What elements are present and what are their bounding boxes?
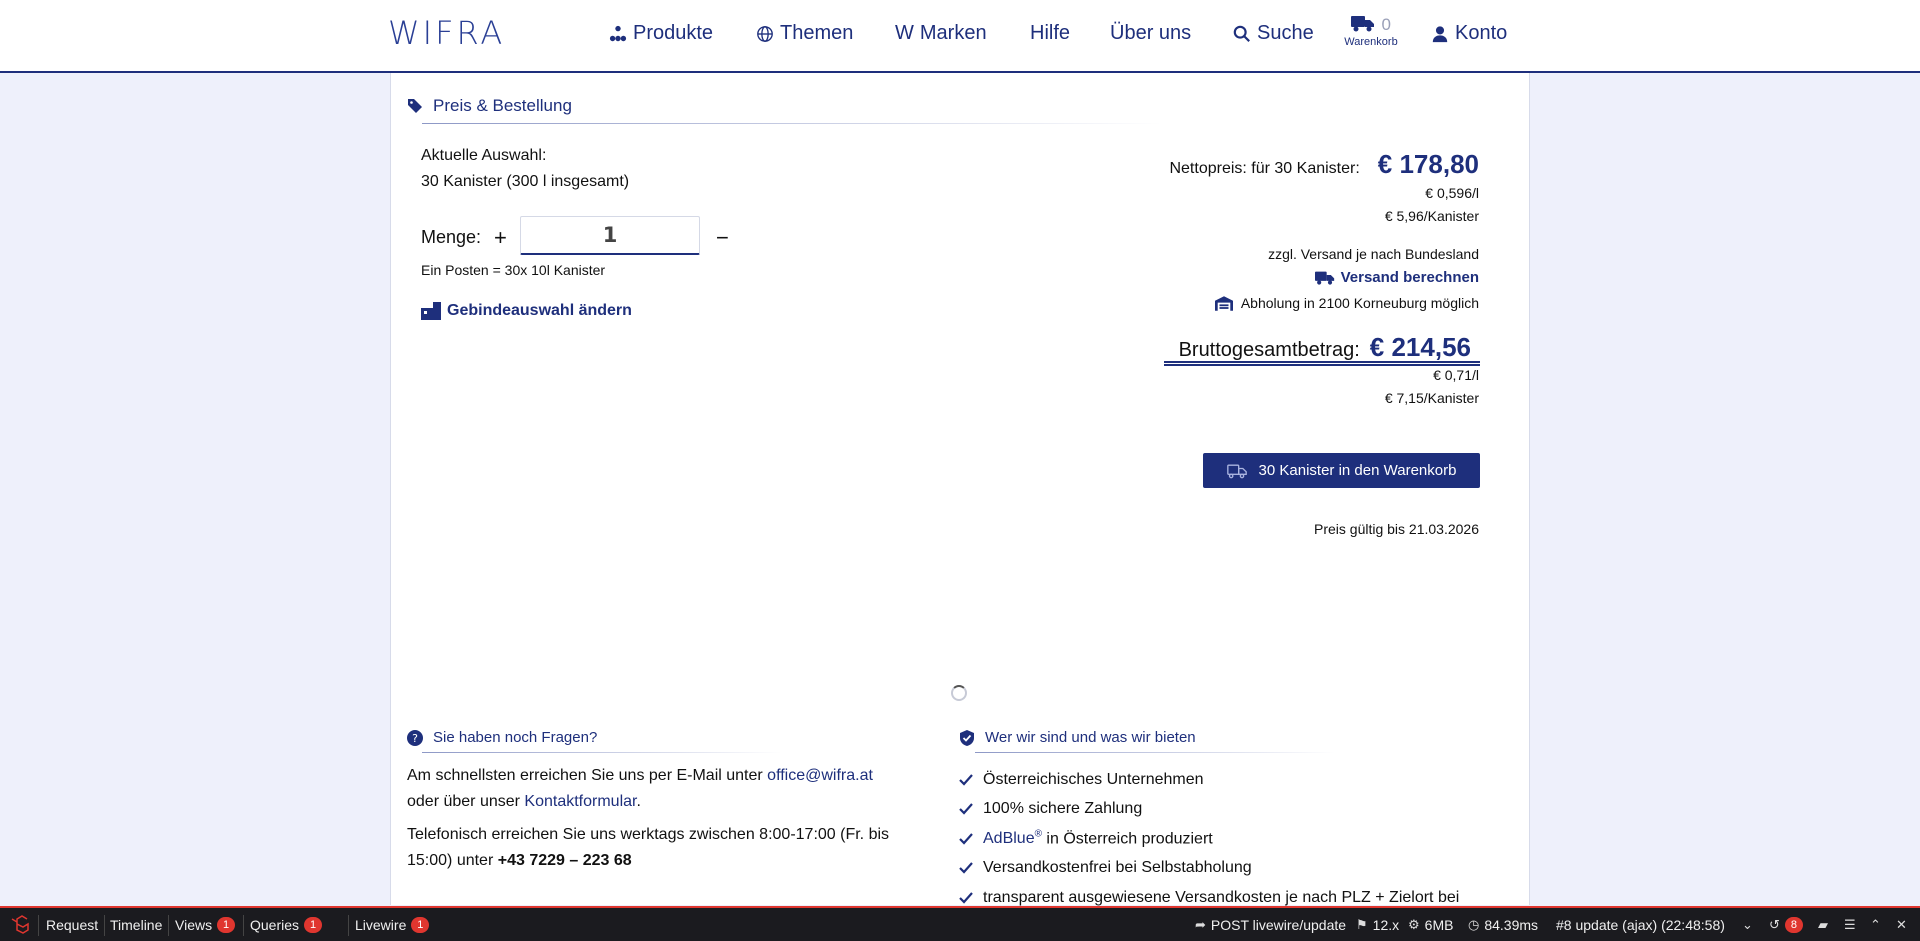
w-letter-icon: W xyxy=(895,22,914,44)
nav-produkte[interactable] xyxy=(609,22,713,45)
debug-tab-queries[interactable] xyxy=(250,917,322,933)
question-circle-icon xyxy=(407,730,423,746)
order-section-divider xyxy=(422,123,1162,124)
cart-count: 0 xyxy=(1381,15,1391,34)
truck-outline-icon xyxy=(1227,463,1247,479)
nav-hilfe[interactable] xyxy=(1030,22,1070,45)
net-price-per-canister: € 5,96/Kanister xyxy=(1384,208,1479,224)
debug-route-text: POST livewire/update xyxy=(1210,917,1347,933)
gross-price-label: Bruttogesamtbetrag: xyxy=(1178,339,1360,361)
search-icon xyxy=(1233,25,1251,43)
gross-price-value: € 214,56 xyxy=(1369,332,1471,362)
selection-value: 30 Kanister (300 l insgesamt) xyxy=(421,173,630,190)
email-link[interactable]: office@wifra.at xyxy=(767,767,873,784)
questions-contact-line xyxy=(407,793,641,811)
debug-route xyxy=(1195,917,1346,933)
debug-open-button[interactable] xyxy=(1818,917,1828,933)
price-validity: Preis gültig bis 21.03.2026 xyxy=(1314,521,1479,537)
tag-icon xyxy=(407,98,423,114)
questions-divider xyxy=(422,752,782,753)
debug-request-dropdown[interactable] xyxy=(1742,917,1753,933)
net-price-label: Nettopreis: für 30 Kanister: xyxy=(1169,160,1360,177)
gross-price-row xyxy=(1179,332,1471,363)
nav-suche[interactable] xyxy=(1233,22,1314,45)
contact-form-link[interactable]: Kontaktformular xyxy=(524,793,637,810)
user-icon xyxy=(1431,25,1449,43)
livewire-count-badge: 1 xyxy=(411,917,429,933)
quantity-increase-button[interactable]: + xyxy=(494,225,507,250)
gross-price-per-canister: € 7,15/Kanister xyxy=(1384,390,1479,406)
laravel-version-icon: ⚑ xyxy=(1356,917,1368,932)
site-logo[interactable]: WIFRA xyxy=(388,14,506,52)
debug-settings-button[interactable] xyxy=(1844,917,1856,933)
quantity-input[interactable] xyxy=(520,216,700,255)
questions-contact-period: . xyxy=(636,793,641,810)
questions-contact-text: oder über unser xyxy=(407,793,525,810)
about-section-title xyxy=(959,729,1196,746)
close-icon: ✕ xyxy=(1896,917,1907,932)
debug-bar xyxy=(0,906,1920,941)
product-order-card xyxy=(390,73,1530,905)
globe-icon xyxy=(756,25,774,43)
adblue-link[interactable] xyxy=(983,830,1042,847)
add-to-cart-label: 30 Kanister in den Warenkorb xyxy=(1258,462,1457,479)
nav-konto[interactable] xyxy=(1431,22,1507,45)
sliders-icon: ☰ xyxy=(1844,917,1856,932)
debug-version-text: 12.x xyxy=(1372,917,1400,933)
shield-check-icon xyxy=(959,730,975,746)
debug-time xyxy=(1468,917,1538,933)
debug-tab-livewire[interactable] xyxy=(355,917,429,933)
debug-separator xyxy=(243,915,244,936)
debug-tab-timeline[interactable] xyxy=(110,917,162,933)
check-icon xyxy=(959,833,973,845)
chevron-up-icon: ⌃ xyxy=(1870,917,1881,932)
debug-separator xyxy=(348,915,349,936)
debug-tab-timeline-label: Timeline xyxy=(110,917,163,933)
clock-icon: ◷ xyxy=(1468,917,1480,932)
net-price-value: € 178,80 xyxy=(1377,149,1479,179)
debug-tab-views[interactable] xyxy=(175,917,235,933)
debug-separator xyxy=(104,915,105,936)
benefit-text: Versandkostenfrei bei Selbstabholung xyxy=(983,859,1252,877)
unit-note: Ein Posten = 30x 10l Kanister xyxy=(421,262,606,278)
debug-memory xyxy=(1408,917,1453,933)
selection-label: Aktuelle Auswahl: xyxy=(421,147,547,164)
pickup-note xyxy=(1215,295,1479,311)
check-icon xyxy=(959,892,973,904)
questions-email-line xyxy=(407,767,873,785)
debug-separator xyxy=(38,915,39,936)
shipping-note: zzgl. Versand je nach Bundesland xyxy=(1268,246,1479,262)
debug-version xyxy=(1356,917,1399,933)
change-container-link[interactable] xyxy=(421,302,632,320)
calculate-shipping-link[interactable] xyxy=(1315,269,1479,286)
history-icon: ↺ xyxy=(1769,917,1780,932)
nav-themen-label: Themen xyxy=(780,22,854,44)
boxes-icon xyxy=(421,302,441,320)
net-price-per-liter: € 0,596/l xyxy=(1425,185,1479,201)
cart-label: Warenkorb xyxy=(1344,36,1398,48)
about-title-text: Wer wir sind und was wir bieten xyxy=(985,729,1196,746)
views-count-badge: 1 xyxy=(217,917,235,933)
nav-marken[interactable] xyxy=(895,22,987,45)
quantity-decrease-button[interactable]: − xyxy=(716,225,729,250)
adblue-label: AdBlue xyxy=(983,830,1035,848)
questions-phone-line2 xyxy=(407,852,632,870)
sitemap-icon xyxy=(609,25,627,43)
benefits-list xyxy=(959,765,1459,913)
nav-hilfe-label: Hilfe xyxy=(1030,22,1071,44)
calculate-shipping-label: Versand berechnen xyxy=(1340,269,1479,286)
nav-ueber-uns[interactable] xyxy=(1110,22,1191,45)
nav-suche-label: Suche xyxy=(1257,22,1314,44)
debug-request-select[interactable] xyxy=(1556,917,1725,933)
debug-time-text: 84.39ms xyxy=(1484,917,1539,933)
folder-open-icon: ▰ xyxy=(1818,917,1828,932)
benefit-text: Österreichisches Unternehmen xyxy=(983,770,1204,788)
quantity-label: Menge: xyxy=(421,227,482,247)
site-header xyxy=(0,0,1920,73)
debug-close-button[interactable] xyxy=(1896,917,1907,933)
laravel-logo-icon[interactable] xyxy=(10,915,30,935)
debug-tab-request-label: Request xyxy=(46,917,99,933)
phone-number[interactable]: +43 7229 – 223 68 xyxy=(497,852,632,869)
check-icon xyxy=(959,862,973,874)
benefit-text-adblue xyxy=(983,829,1213,848)
gross-price-per-liter: € 0,71/l xyxy=(1433,367,1479,383)
questions-email-text: Am schnellsten erreichen Sie uns per E-Mail unter xyxy=(407,767,768,784)
questions-phone-text: 15:00) unter xyxy=(407,852,498,869)
debug-tab-request[interactable] xyxy=(46,917,98,933)
benefit-item xyxy=(959,765,1459,795)
truck-icon xyxy=(1351,14,1375,32)
svg-text:?: ? xyxy=(412,731,418,745)
questions-phone-line1: Telefonisch erreichen Sie uns werktags zwischen 8:00-17:00 (Fr. bis xyxy=(407,826,890,843)
change-container-label: Gebindeauswahl ändern xyxy=(447,302,632,319)
benefit-text: transparent ausgewiesene Versandkosten je nach PLZ + Zielort bei xyxy=(983,888,1460,906)
debug-history[interactable] xyxy=(1769,917,1803,933)
debug-tab-views-label: Views xyxy=(175,917,213,933)
benefit-item xyxy=(959,824,1459,854)
nav-marken-label: Marken xyxy=(919,22,987,44)
queries-count-badge: 1 xyxy=(304,917,322,933)
benefit-item xyxy=(959,795,1459,825)
about-divider xyxy=(975,752,1335,753)
gross-price-underline xyxy=(1164,361,1480,366)
debug-tab-livewire-label: Livewire xyxy=(355,917,407,933)
debug-tab-queries-label: Queries xyxy=(250,917,300,933)
debug-memory-text: 6MB xyxy=(1424,917,1454,933)
questions-section-title xyxy=(407,729,597,746)
nav-konto-label: Konto xyxy=(1455,22,1508,44)
truck-icon xyxy=(1315,270,1335,285)
benefit-text: 100% sichere Zahlung xyxy=(983,800,1143,818)
warehouse-icon xyxy=(1215,296,1233,311)
debug-maximize-button[interactable] xyxy=(1870,917,1881,933)
nav-produkte-label: Produkte xyxy=(633,22,714,44)
check-icon xyxy=(959,803,973,815)
order-section-title-text: Preis & Bestellung xyxy=(433,96,572,115)
loading-spinner-icon xyxy=(951,685,967,701)
benefit-text: in Österreich produziert xyxy=(1046,830,1213,848)
share-icon: ➦ xyxy=(1195,917,1206,932)
check-icon xyxy=(959,774,973,786)
nav-themen[interactable] xyxy=(756,22,853,45)
net-price-row xyxy=(1169,149,1479,180)
benefit-item xyxy=(959,854,1459,884)
chevron-down-icon: ⌄ xyxy=(1742,917,1753,932)
debug-separator xyxy=(168,915,169,936)
nav-ueber-uns-label: Über uns xyxy=(1110,22,1192,44)
history-count-badge: 8 xyxy=(1785,917,1803,933)
order-section-title xyxy=(407,96,572,116)
memory-icon: ⚙ xyxy=(1408,917,1420,932)
questions-title-text: Sie haben noch Fragen? xyxy=(433,729,598,746)
add-to-cart-button[interactable] xyxy=(1203,453,1480,488)
registered-mark: ® xyxy=(1034,829,1042,841)
debug-request-text: #8 update (ajax) (22:48:58) xyxy=(1556,917,1725,933)
cart-button[interactable] xyxy=(1340,14,1402,48)
pickup-note-text: Abholung in 2100 Korneuburg möglich xyxy=(1240,295,1479,311)
